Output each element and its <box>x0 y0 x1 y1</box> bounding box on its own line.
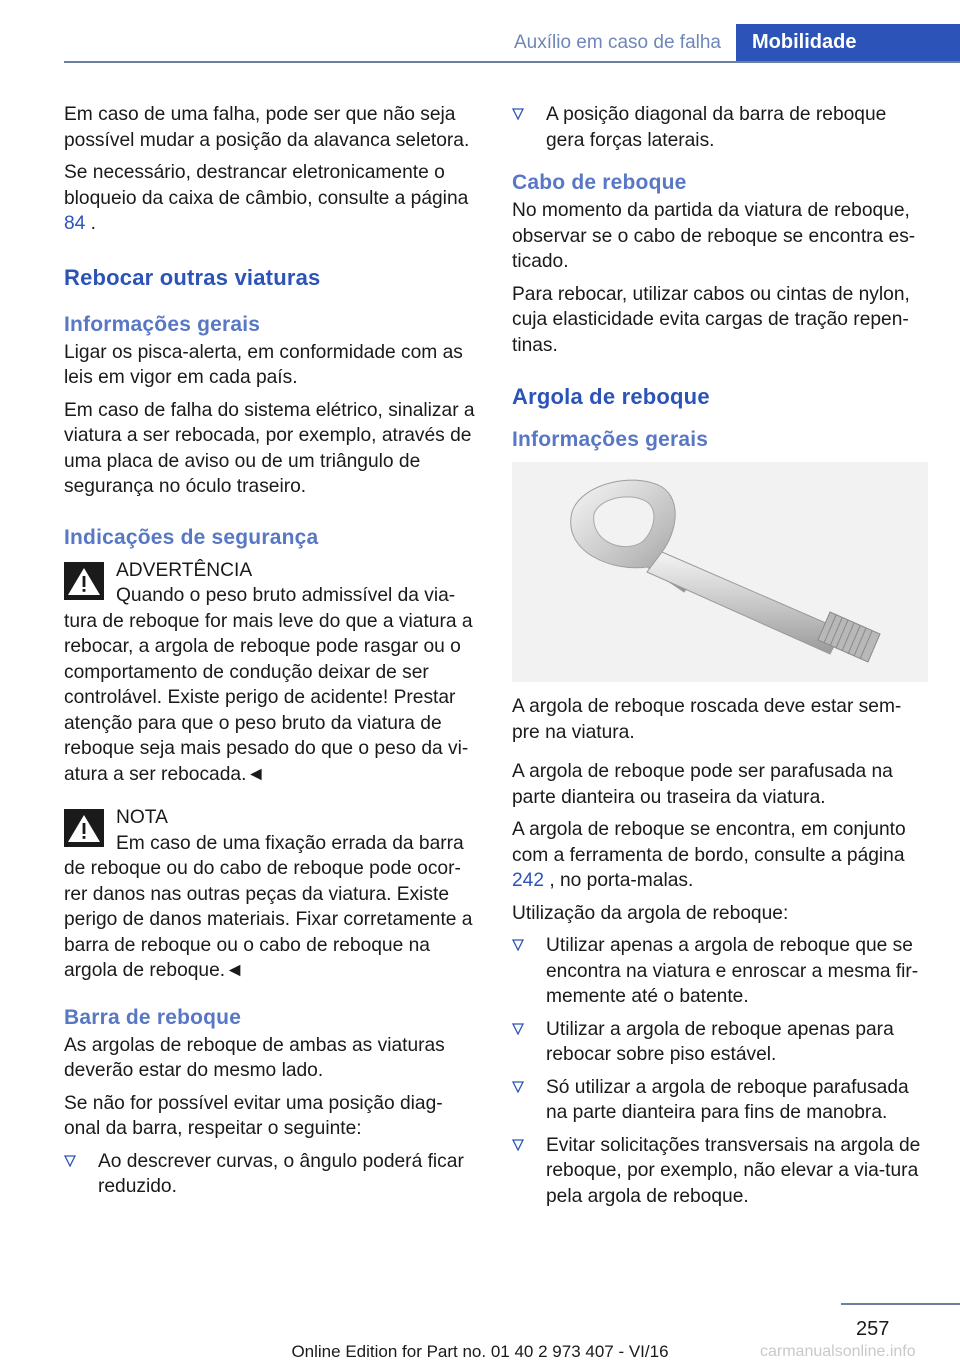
subheading-informacoes-gerais: Informações gerais <box>64 312 261 336</box>
warning-text: tura de reboque for mais leve do que a viatura a rebocar, a argola de reboque pode rasgar ou o comportamento de condução deixar de ser controlável. Existe perigo de acidente! Prestar atenção para que o peso bruto da viatura de reboque seja mais pesado do que o peso da vi-atura a ser rebocada.◄ <box>64 610 473 785</box>
left-column <box>64 102 478 1207</box>
subheading-indicacoes-de-seguranca: Indicações de segurança <box>64 525 319 549</box>
bullet-list <box>512 933 928 1209</box>
notice-block <box>64 805 478 984</box>
list-item-text: Evitar solicitações transversais na argola de reboque, por exemplo, não elevar a via-tura pela argola de reboque. <box>546 1134 921 1207</box>
warning-triangle-icon <box>64 562 104 600</box>
header-rule <box>64 61 960 63</box>
subheading-barra-de-reboque: Barra de reboque <box>64 1005 242 1029</box>
page-number: 257 <box>856 1318 890 1340</box>
page-reference-link[interactable]: 242 <box>512 870 545 891</box>
list-item-text: Utilizar apenas a argola de reboque que se encontra na viatura e enroscar a mesma fir-memente até o batente. <box>546 935 919 1007</box>
list-item <box>512 1017 928 1068</box>
bullet-list <box>512 102 928 153</box>
list-item <box>512 102 928 153</box>
notice-text: de reboque ou do cabo de reboque pode ocor-rer danos nas outras peças da viatura. Existe perigo de danos materiais. Fixar corretamente a barra de reboque ou o cabo de reboque na argola de reboque.◄ <box>64 858 473 981</box>
triangle-bullet-icon <box>512 1081 524 1093</box>
warning-text-first-line: Quando o peso bruto admissível da via- <box>116 585 456 606</box>
paragraph-tail: , no porta-malas. <box>544 870 694 891</box>
warning-block <box>64 558 478 788</box>
paragraph: No momento da partida da viatura de reboque, observar se o cabo de reboque se encontra es-ticado. <box>512 200 916 272</box>
list-item <box>512 1133 928 1210</box>
paragraph: Se não for possível evitar uma posição diag-onal da barra, respeitar o seguinte: <box>64 1092 443 1139</box>
list-item-text: A posição diagonal da barra de reboque gera forças laterais. <box>546 104 887 151</box>
paragraph: A argola de reboque pode ser parafusada na parte dianteira ou traseira da viatura. <box>512 761 893 808</box>
paragraph: Em caso de uma falha, pode ser que não seja possível mudar a posição da alavanca seletora. <box>64 104 470 151</box>
running-header-chapter-tab: Mobilidade <box>736 24 960 61</box>
paragraph-tail: . <box>85 213 97 234</box>
heading-rebocar-outras-viaturas: Rebocar outras viaturas <box>64 264 321 290</box>
warning-title: ADVERTÊNCIA <box>116 559 253 581</box>
bullet-list <box>64 1149 478 1200</box>
paragraph-with-page-ref <box>64 160 478 237</box>
paragraph-text: A argola de reboque se encontra, em conjunto com a ferramenta de bordo, consulte a página <box>512 819 906 866</box>
tow-eye-image <box>512 462 928 682</box>
triangle-bullet-icon <box>512 939 524 951</box>
warning-triangle-icon <box>64 809 104 847</box>
paragraph: Em caso de falha do sistema elétrico, sinalizar a viatura a ser rebocada, por exemplo, através de uma placa de aviso ou de um triângulo de segurança no óculo traseiro. <box>64 399 475 497</box>
triangle-bullet-icon <box>512 1023 524 1035</box>
list-item <box>512 1075 928 1126</box>
paragraph: Para rebocar, utilizar cabos ou cintas de nylon, cuja elasticidade evita cargas de tração repen-tinas. <box>512 283 910 356</box>
right-column <box>512 102 928 1216</box>
triangle-bullet-icon <box>512 1139 524 1151</box>
list-item-text: Ao descrever curvas, o ângulo poderá ficar reduzido. <box>98 1150 464 1197</box>
paragraph: A argola de reboque roscada deve estar sem-pre na viatura. <box>512 696 902 743</box>
footer-rule <box>841 1303 960 1305</box>
paragraph: Utilização da argola de reboque: <box>512 902 789 924</box>
tow-eye-illustration <box>512 462 928 682</box>
triangle-bullet-icon <box>512 108 524 120</box>
paragraph: Ligar os pisca-alerta, em conformidade com as leis em vigor em cada país. <box>64 341 463 388</box>
notice-text-first-line: Em caso de uma fixação errada da barra <box>116 832 464 854</box>
triangle-bullet-icon <box>64 1155 76 1167</box>
subheading-informacoes-gerais: Informações gerais <box>512 428 709 451</box>
paragraph-text: Se necessário, destrancar eletronicamente o bloqueio da caixa de câmbio, consulte a página <box>64 162 469 209</box>
paragraph: As argolas de reboque de ambas as viaturas deverão estar do mesmo lado. <box>64 1034 445 1081</box>
heading-argola-de-reboque: Argola de reboque <box>512 384 710 409</box>
page-reference-link[interactable]: 84 <box>64 213 86 234</box>
running-header-section: Auxílio em caso de falha <box>513 32 721 53</box>
list-item <box>64 1149 478 1200</box>
subheading-cabo-de-reboque: Cabo de reboque <box>512 171 687 194</box>
paragraph-with-page-ref <box>512 817 928 894</box>
watermark: carmanualsonline.info <box>760 1343 916 1360</box>
list-item-text: Utilizar a argola de reboque apenas para rebocar sobre piso estável. <box>546 1018 894 1065</box>
list-item <box>512 933 928 1010</box>
notice-title: NOTA <box>116 807 168 828</box>
edition-footer: Online Edition for Part no. 01 40 2 973 407 - VI/16 <box>291 1342 669 1361</box>
list-item-text: Só utilizar a argola de reboque parafusada na parte dianteira para fins de manobra. <box>546 1076 909 1123</box>
